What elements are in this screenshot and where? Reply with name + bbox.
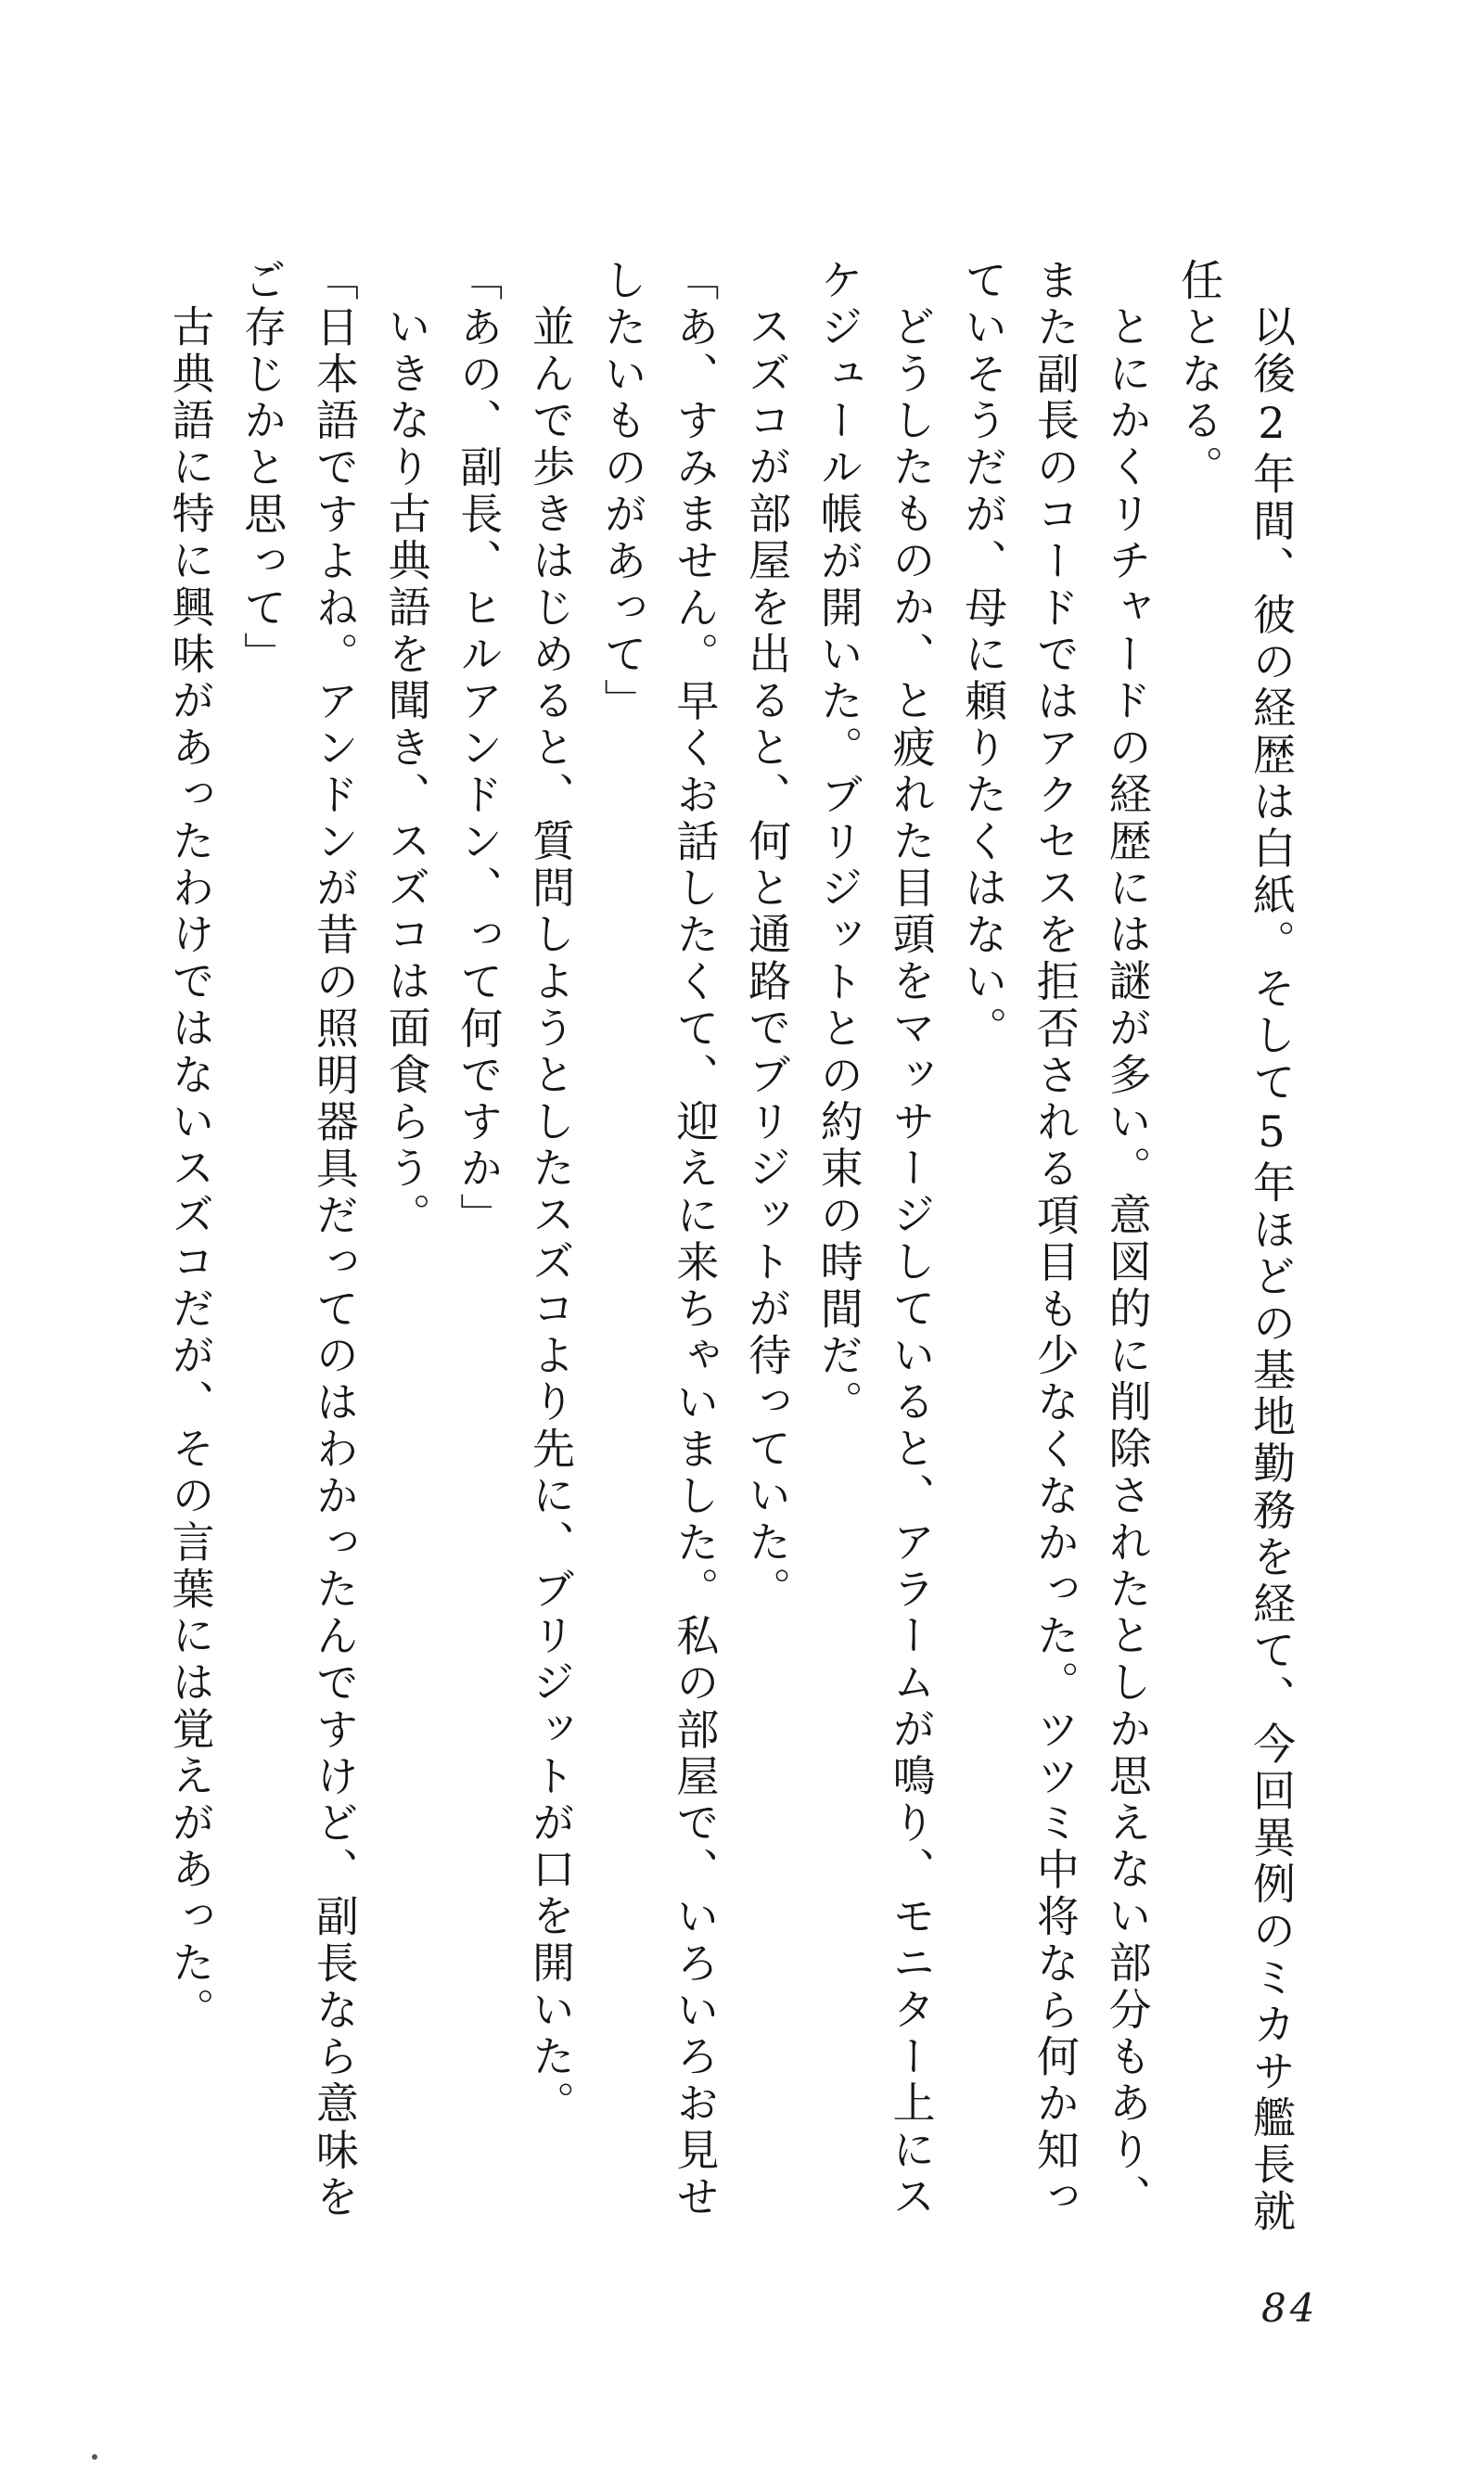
paragraph-dialogue: 「日本語ですよね。アンドンが昔の照明器具だってのはわかったんですけど、副長なら意味をご存じかと思って」 [237, 258, 360, 2221]
page-number: 84 [1261, 2285, 1319, 2331]
paragraph: スズコが部屋を出ると、何と通路でブリジットが待っていた。 [742, 304, 793, 1614]
paragraph: 以後2年間、彼の経歴は白紙。そして5年ほどの基地勤務を経て、今回異例のミカサ艦長就任となる。 [1174, 258, 1297, 2236]
paragraph-dialogue: 「あの、副長、ヒルアンドン、って何ですか」 [454, 258, 505, 1240]
paragraph: 古典語に特に興味があったわけではないスズコだが、その言葉には覚えがあった。 [165, 304, 216, 2034]
paragraph: とにかくリチャードの経歴には謎が多い。意図的に削除されたとしか思えない部分もあり、また副長のコードではアクセスを拒否される項目も少なくなかった。ツツミ中将なら何か知っていそうだが、母に頼りたくはない。 [958, 258, 1153, 2221]
body-text [154, 258, 1307, 2243]
scan-artifact-dot [92, 2454, 97, 2460]
paragraph: 並んで歩きはじめると、質問しようとしたスズコより先に、ブリジットが口を開いた。 [525, 304, 576, 2128]
paragraph: どうしたものか、と疲れた目頭をマッサージしていると、アラームが鳴り、モニター上にスケジュール帳が開いた。ブリジットとの約束の時間だ。 [813, 258, 937, 2221]
paragraph: いきなり古典語を聞き、スズコは面食らう。 [381, 304, 432, 1239]
paragraph-dialogue: 「あ、すみません。早くお話したくて、迎えに来ちゃいました。私の部屋で、いろいろお見せしたいものがあって」 [597, 258, 721, 2221]
